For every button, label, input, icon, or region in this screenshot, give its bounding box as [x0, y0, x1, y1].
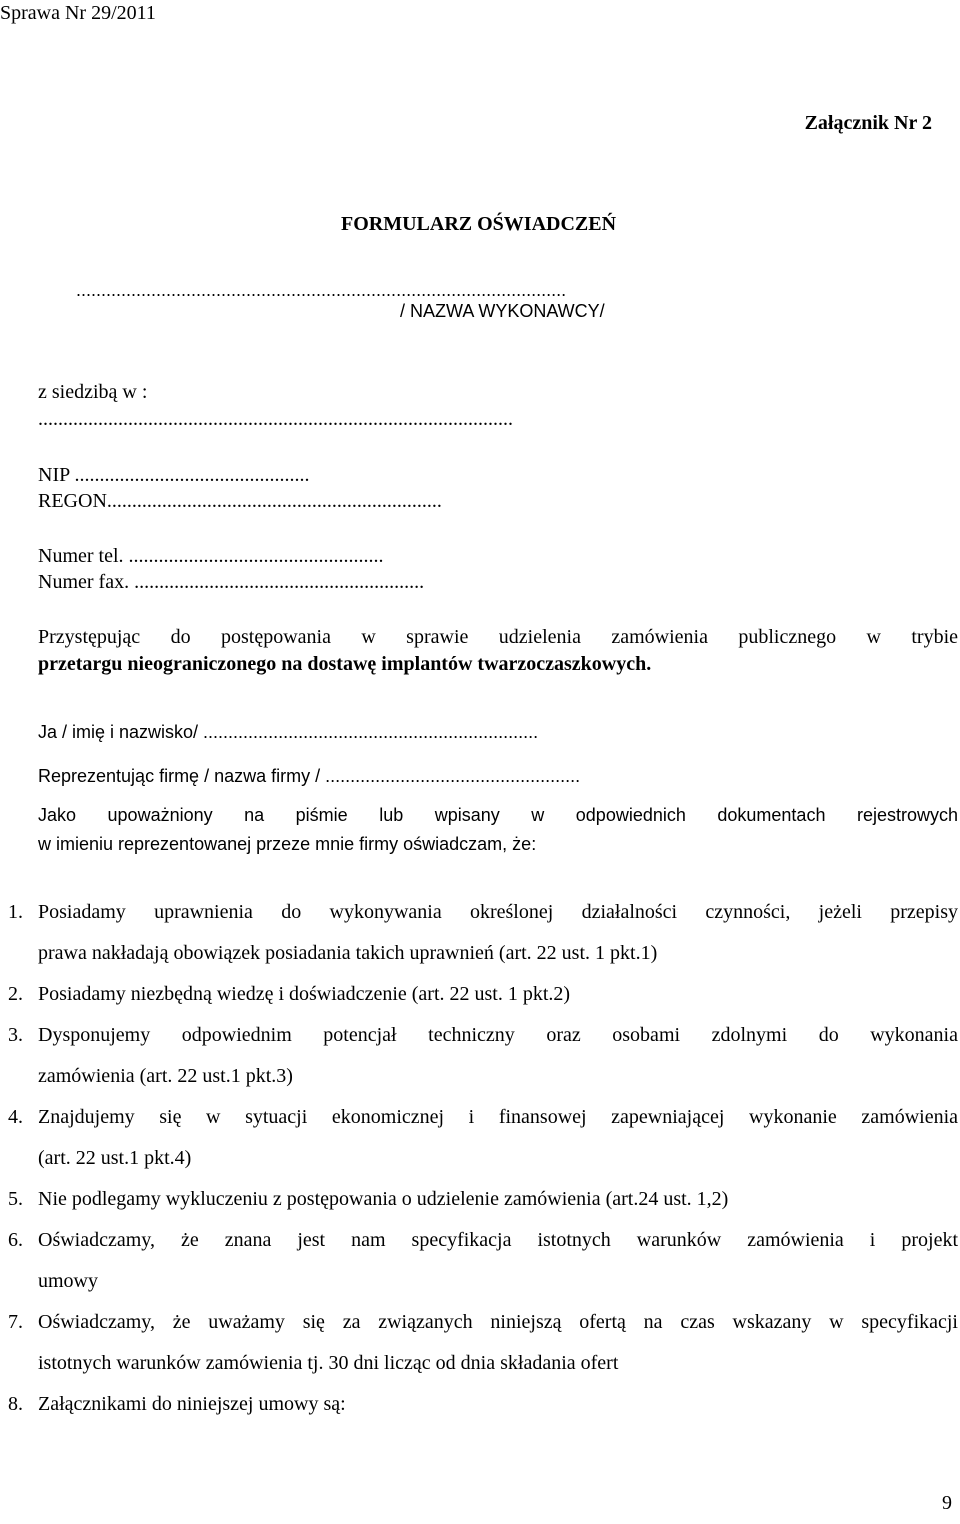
- regon-line: REGON...................................................................: [38, 490, 442, 512]
- form-title: FORMULARZ OŚWIADCZEŃ: [341, 213, 617, 235]
- item-7-text-line-1: Oświadczamy, że uważamy się za związanych niniejszą ofertą na czas wskazany w specyfikacji: [38, 1311, 958, 1333]
- item-5-text: Nie podlegamy wykluczeniu z postępowania o udzielenie zamówienia (art.24 ust. 1,2): [38, 1188, 729, 1210]
- item-4-text-line-1: Znajdujemy się w sytuacji ekonomicznej i finansowej zapewniającej wykonanie zamówienia: [38, 1106, 958, 1128]
- item-1-number: 1.: [8, 901, 23, 923]
- item-6-number: 6.: [8, 1229, 23, 1251]
- item-1-text-line-2: prawa nakładają obowiązek posiadania takich uprawnień (art. 22 ust. 1 pkt.1): [38, 942, 658, 964]
- item-7-number: 7.: [8, 1311, 23, 1333]
- seat-label: z siedzibą w :: [38, 381, 148, 403]
- item-7-text-line-2: istotnych warunków zamówienia tj. 30 dni licząc od dnia składania ofert: [38, 1352, 619, 1374]
- nip-line: NIP ...............................................: [38, 464, 310, 486]
- item-6-text-line-2: umowy: [38, 1270, 98, 1292]
- item-8-number: 8.: [8, 1393, 23, 1415]
- phone-line: Numer tel. ...................................................: [38, 545, 384, 567]
- item-4-text-line-2: (art. 22 ust.1 pkt.4): [38, 1147, 192, 1169]
- item-5-number: 5.: [8, 1188, 23, 1210]
- item-4-number: 4.: [8, 1106, 23, 1128]
- attachment-label: Załącznik Nr 2: [804, 112, 932, 134]
- item-2-text: Posiadamy niezbędną wiedzę i doświadczenie (art. 22 ust. 1 pkt.2): [38, 983, 571, 1005]
- intro-line-2: przetargu nieograniczonego na dostawę implantów twarzoczaszkowych.: [38, 653, 652, 675]
- intro-line-1: Przystępując do postępowania w sprawie udzielenia zamówienia publicznego w trybie: [38, 626, 958, 648]
- item-6-text-line-1: Oświadczamy, że znana jest nam specyfikacja istotnych warunków zamówienia i projekt: [38, 1229, 958, 1251]
- authorization-line-1: Jako upoważniony na piśmie lub wpisany w odpowiednich dokumentach rejestrowych: [38, 805, 958, 825]
- item-3-number: 3.: [8, 1024, 23, 1046]
- declarant-name-line: Ja / imię i nazwisko/ ...................................................................: [38, 722, 539, 742]
- item-3-text-line-2: zamówienia (art. 22 ust.1 pkt.3): [38, 1065, 293, 1087]
- contractor-name-dots: ..................................................................................................: [76, 280, 567, 300]
- item-2-number: 2.: [8, 983, 23, 1005]
- contractor-name-caption: / NAZWA WYKONAWCY/: [400, 301, 605, 321]
- page-number: 9: [942, 1492, 952, 1514]
- authorization-line-2: w imieniu reprezentowanej przeze mnie firmy oświadczam, że:: [38, 834, 537, 854]
- item-1-text-line-1: Posiadamy uprawnienia do wykonywania określonej działalności czynności, jeżeli przepisy: [38, 901, 958, 923]
- case-number: Sprawa Nr 29/2011: [0, 2, 156, 24]
- item-3-text-line-1: Dysponujemy odpowiednim potencjał techniczny oraz osobami zdolnymi do wykonania: [38, 1024, 958, 1046]
- item-8-text: Załącznikami do niniejszej umowy są:: [38, 1393, 346, 1415]
- fax-line: Numer fax. ..........................................................: [38, 571, 425, 593]
- company-name-line: Reprezentując firmę / nazwa firmy / ...................................................: [38, 766, 581, 786]
- seat-dots: ...............................................................................................: [38, 408, 513, 430]
